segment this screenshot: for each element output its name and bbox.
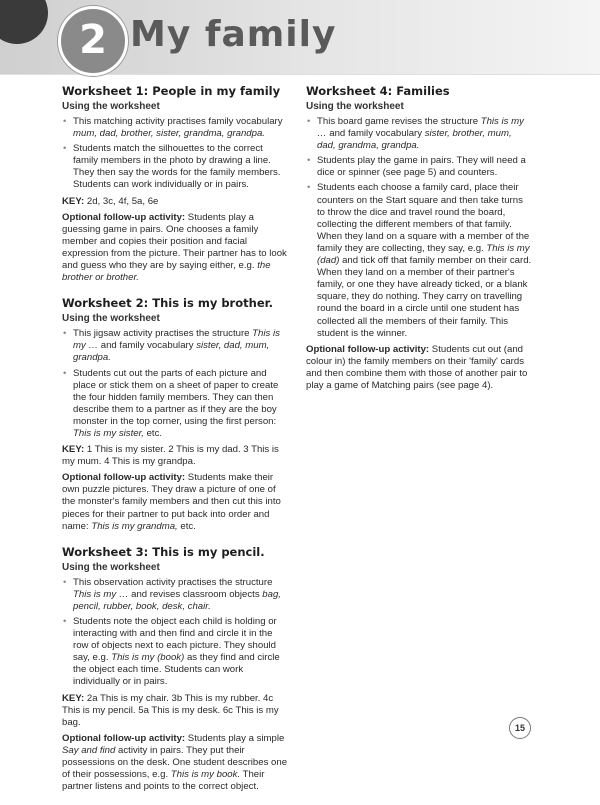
worksheet-3-subheading: Using the worksheet <box>62 561 160 573</box>
worksheet-3-key: KEY: 2a This is my chair. 3b This is my rubber. 4c This is my pencil. 5a This is my desk. 6c This is my bag. <box>62 692 279 728</box>
list-item: • This jigsaw activity practises the structure This is my … and family vocabulary sister, dad, mum, grandpa. <box>62 328 288 364</box>
list-item: • Students match the silhouettes to the correct family members in the photo by drawing a line. They then say the words for the family members. Students can work individually or in pairs. <box>62 143 288 191</box>
worksheet-3-bullets <box>62 577 288 689</box>
page-number: 15 <box>509 717 531 739</box>
worksheet-4-subheading: Using the worksheet <box>306 101 404 112</box>
worksheet-1-title: Worksheet 1: People in my family <box>62 84 281 98</box>
chapter-number: 2 <box>79 17 107 63</box>
worksheet-2-key: KEY: 1 This is my sister. 2 This is my dad. 3 This is my mum. 4 This is my grandpa. <box>62 444 279 468</box>
worksheet-1-followup: Optional follow-up activity: Students play a guessing game in pairs. One chooses a family member and copies their position and facial expression from the picture. Their partner has to look and guess who they are by saying either, e.g. the brother or brother. <box>62 211 287 284</box>
worksheet-1 <box>62 84 288 284</box>
worksheet-4-title: Worksheet 4: Families <box>306 84 450 98</box>
worksheet-2-subheading: Using the worksheet <box>62 313 160 325</box>
worksheet-2-bullets <box>62 328 288 440</box>
worksheet-1-bullets <box>62 116 288 192</box>
list-item: • Students play the game in pairs. They will need a dice or spinner (see page 5) and counters. <box>306 155 532 179</box>
worksheet-4 <box>306 84 532 392</box>
list-item: • Students note the object each child is holding or interacting with and then find and circle it in the row of objects next to each picture. They should say, e.g. This is my (book) as they find and circle the object each time. Students can work individually or in pairs. <box>62 616 288 689</box>
worksheet-2-followup: Optional follow-up activity: Students make their own puzzle pictures. They draw a picture of one of the monster's family members and then cut this into pieces for their partner to put back into order and name: This is my grandma, etc. <box>62 472 281 532</box>
right-column <box>306 84 532 404</box>
worksheet-2-title: Worksheet 2: This is my brother. <box>62 296 274 311</box>
worksheet-1-key: KEY: 2d, 3c, 4f, 5a, 6e <box>62 195 159 207</box>
page-title: My family <box>130 14 337 55</box>
worksheet-3 <box>62 545 288 794</box>
worksheet-3-followup: Optional follow-up activity: Students play a simple Say and find activity in pairs. They put their possessions on the desk. One student describes one of their possessions, e.g. This is my book. Their partner listens and points to the correct object. <box>62 732 288 793</box>
worksheet-2 <box>62 296 288 533</box>
list-item: • This observation activity practises the structure This is my … and revises classroom objects bag, pencil, rubber, book, desk, chair. <box>62 577 288 613</box>
worksheet-4-followup: Optional follow-up activity: Students cut out (and colour in) the family members on their 'family' cards and then combine them with those of another pair to play a game of Matching pairs (see page 4). <box>306 343 528 391</box>
worksheet-4-bullets <box>306 116 532 340</box>
list-item: • This board game revises the structure This is my … and family vocabulary sister, brother, mum, dad, grandma, grandpa. <box>306 116 532 152</box>
worksheet-3-title: Worksheet 3: This is my pencil. <box>62 544 265 559</box>
list-item: • Students each choose a family card, place their counters on the Start square and then take turns to throw the dice and travel round the board, collecting the different members of that family. When they land on a square with a member of the family they are collecting, they say, e.g. This is my (dad) and tick off that family member on their card. When they land on a member of their partner's family, or one they have already ticked, or a blank square, they do nothing. They carry on travelling round the board in a circle until one student has collected all the members of their family. This student is the winner. <box>306 182 532 339</box>
worksheet-1-subheading: Using the worksheet <box>62 101 160 112</box>
list-item: • This matching activity practises family vocabulary mum, dad, brother, sister, grandma, grandpa. <box>62 116 288 140</box>
left-column <box>62 84 288 805</box>
list-item: • Students cut out the parts of each picture and place or stick them on a sheet of paper to create the four hidden family members. They can then describe them to a partner as if they are the boy monster in the top corner, using the first person: This is my sister, etc. <box>62 368 288 441</box>
